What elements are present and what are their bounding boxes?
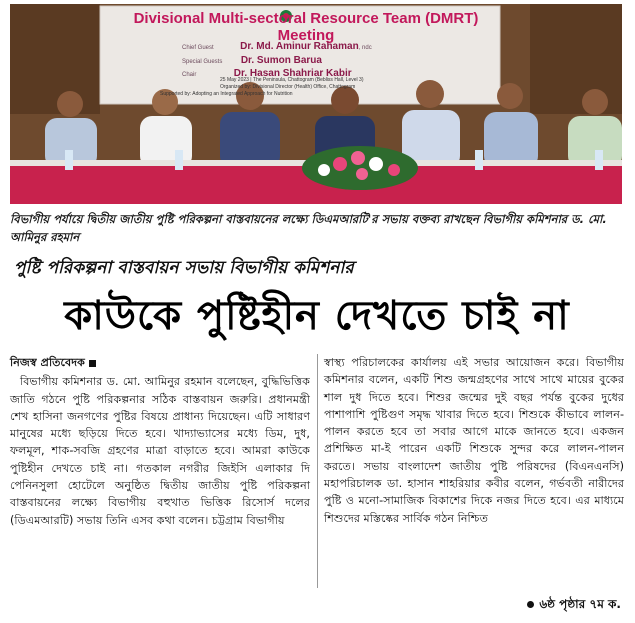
byline-text: নিজস্ব প্রতিবেদক bbox=[10, 356, 85, 369]
byline-square-icon bbox=[89, 360, 96, 367]
article-text-right: স্বাস্থ্য পরিচালকের কার্যালয় এই সভার আয়োজন করে। বিভাগীয় কমিশনার বলেন, একটি শিশু জন্মগ্রহণের সাথে সাথে মায়ের বুকের শাল দুধ দিতে হবে। শিশুর জন্মের দুই বছর পর্যন্ত বুকের দুধের পাশাপাশি পুষ্টিগুণ সমৃদ্ধ খাবার দিতে হবে। শিশুকে কীভাবে লালন-পালন করতে হবে তা সবার আগে মাকে জানতে হবে। একজন প্রশিক্ষিত মা-ই পারেন একটি শিশুকে সুন্দর করে লালন-পালন করতে। সভায় বাংলাদেশ জাতীয় পুষ্টি পরিষদের (বিএনএনসি) মহাপরিচালক ডা. হাসান শাহরিয়ার কবীর বলেন, গর্ভবতী নারীদের পুষ্টি ও মনো-সামাজিক বিকাশের দিকে নজর দিতে হবে। এর মাধ্যমে শিশুদের মস্তিষ্কের সার্বিক গঠন নিশ্চিত bbox=[324, 356, 624, 525]
banner-supported: Supported by: Adopting an Integrated Approach for Nutrition bbox=[160, 91, 293, 97]
news-photo bbox=[10, 4, 622, 204]
banner-chief-guest-name: Dr. Md. Aminur Rahaman bbox=[240, 41, 359, 52]
byline bbox=[10, 354, 310, 371]
banner-chief-guest-label: Chief Guest bbox=[182, 45, 214, 51]
headline: কাউকে পুষ্টিহীন দেখতে চাই না bbox=[64, 293, 570, 339]
banner-special-guest-name: Dr. Sumon Barua bbox=[240, 55, 322, 66]
banner-special-guests-label: Special Guests bbox=[182, 59, 223, 65]
photo-caption: বিভাগীয় পর্যায়ে দ্বিতীয় জাতীয় পুষ্টি পরিকল্পনা বাস্তবায়নের লক্ষ্যে ডিএমআরটি'র সভায় বক্তব্য রাখছেন বিভাগীয় কমিশনার ড. মো. আমিনুর রহমান bbox=[10, 212, 607, 244]
article-text-left: বিভাগীয় কমিশনার ড. মো. আমিনুর রহমান বলেছেন, বুদ্ধিভিত্তিক জাতি গঠনে পুষ্টি পরিকল্পনার সঠিক বাস্তবায়ন জরুরি। প্রধানমন্ত্রী শেখ হাসিনা জনগণের পুষ্টির বিষয়ে প্রাধান্য দিয়েছেন। এটি সাধারণ মানুষের মধ্যে ছড়িয়ে দিতে হবে। খাদ্যাভ্যাসের মধ্যে ডিম, দুধ, ফলমূল, শাক-সবজি গ্রহণের মাত্রা বাড়াতে হবে। আমরা কাউকে পুষ্টিহীন দেখতে চাই না। গতকাল নগরীর জিইসি এলাকার দি পেনিনসুলা হোটেলে অনুষ্ঠিত দ্বিতীয় জাতীয় পুষ্টি পরিকল্পনা বাস্তবায়নের লক্ষ্যে বিভাগীয় বহুখাত ভিত্তিক রিসোর্স দলের (ডিএমআরটি) সভায় তিনি এসব কথা বলেন। চট্টগ্রাম বিভাগীয় bbox=[10, 375, 310, 527]
banner-date-venue: 25 May 2023 | The Peninsula, Chattogram (Bebliss Hall, Level 3) bbox=[220, 77, 364, 83]
banner-chair-name: Dr. Hasan Shahriar Kabir bbox=[233, 68, 352, 79]
article-column-left bbox=[10, 354, 310, 529]
article-column-right bbox=[324, 354, 624, 527]
continued-note bbox=[527, 596, 621, 616]
banner-title: Divisional Multi-sectoral Resource Team (DMRT) Meeting bbox=[133, 10, 479, 44]
continued-text: ৬ষ্ঠ পৃষ্ঠার ৭ম ক. bbox=[539, 597, 621, 611]
kicker-subheadline: পুষ্টি পরিকল্পনা বাস্তবায়ন সভায় বিভাগীয় কমিশনার bbox=[14, 258, 354, 278]
bullet-icon bbox=[527, 601, 534, 608]
banner-chief-guest-suffix: , ndc bbox=[358, 45, 372, 51]
column-divider bbox=[317, 354, 318, 588]
banner-organizer: Organized by: Divisional Director (Health) Office, Chattogram bbox=[220, 84, 356, 90]
banner-chair-label: Chair bbox=[182, 72, 197, 78]
